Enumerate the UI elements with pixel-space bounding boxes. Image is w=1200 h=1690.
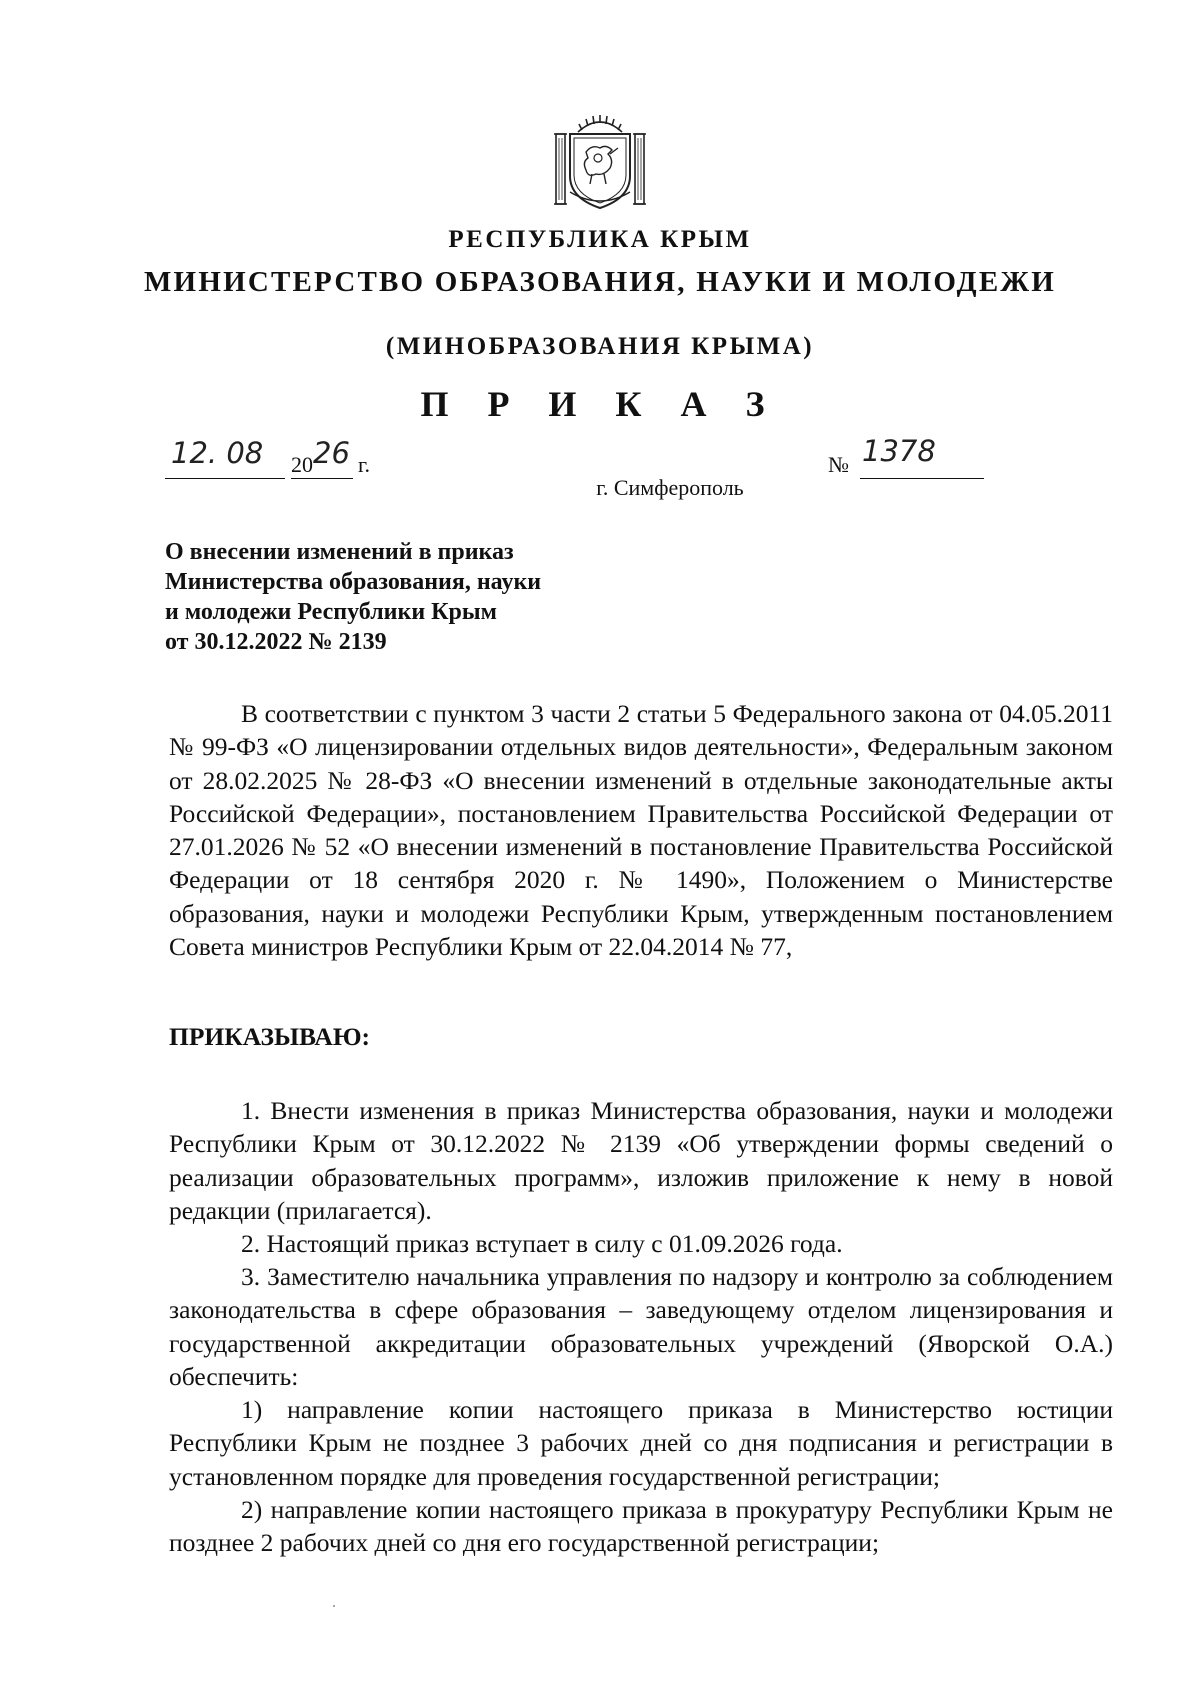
order-item-1: 1. Внести изменения в приказ Министерства образования, науки и молодежи Республики Крым от 30.12.2022 № 2139 «Об утверждении формы сведений о реализации образовательных программ», изложив приложение к нему в новой редакции (прилагается). — [169, 1096, 1113, 1225]
order-date — [165, 436, 425, 478]
ministry-short-name: (МИНОБРАЗОВАНИЯ КРЫМА) — [385, 333, 815, 360]
document-type-title: П Р И К А З — [420, 384, 780, 424]
subject-line: О внесении изменений в приказ — [165, 539, 514, 565]
subject-line: от 30.12.2022 № 2139 — [165, 629, 387, 655]
year-prefix: 20 — [291, 452, 313, 477]
order-item-2: 2. Настоящий приказ вступает в силу с 01.09.2026 года. — [241, 1229, 843, 1258]
year-suffix: г. — [358, 452, 371, 477]
preamble-paragraph: В соответствии с пунктом 3 части 2 статьи 5 Федерального закона от 04.05.2011 № 99-ФЗ «О лицензировании отдельных видов деятельности», Федеральным законом от 28.02.2025 № 28-ФЗ «О внесении изменений в отдельные законодательные акты Российской Федерации», постановлением Правительства Российской Федерации от 27.01.2026 № 52 «О внесении изменений в постановление Правительства Российской Федерации от 18 сентября 2020 г. № 1490», Положением о Министерстве образования, науки и молодежи Республики Крым, утвержденным постановлением Совета министров Республики Крым от 22.04.2014 № 77, — [169, 699, 1113, 962]
republic-heading: РЕСПУБЛИКА КРЫМ — [448, 226, 752, 253]
subject-line: и молодежи Республики Крым — [165, 599, 497, 625]
order-subject — [165, 537, 541, 657]
order-subitem-1: 1) направление копии настоящего приказа в Министерство юстиции Республики Крым не позднее 3 рабочих дней со дня подписания и регистрации в установленном порядке для проведения государственной регистрации; — [169, 1395, 1113, 1491]
subject-line: Министерства образования, науки — [165, 569, 542, 595]
number-sign: № — [828, 452, 849, 477]
order-directive-heading: ПРИКАЗЫВАЮ: — [169, 1022, 371, 1051]
ministry-heading: МИНИСТЕРСТВО ОБРАЗОВАНИЯ, НАУКИ И МОЛОДЕЖИ — [143, 266, 1057, 298]
city-name: г. Симферополь — [596, 475, 744, 500]
order-subitem-2: 2) направление копии настоящего приказа в прокуратуру Республики Крым не позднее 2 рабочих дней со дня его государственной регистрации; — [169, 1495, 1113, 1558]
handwritten-year: 26 — [313, 436, 350, 470]
order-number — [828, 434, 988, 478]
handwritten-date: 12. 08 — [171, 436, 264, 470]
coat-of-arms-emblem — [548, 110, 652, 214]
scan-speck — [333, 1605, 335, 1607]
handwritten-number: 1378 — [862, 434, 936, 468]
order-item-3: 3. Заместителю начальника управления по надзору и контролю за соблюдением законодательства в сфере образования – заведующему отделом лицензирования и государственной аккредитации образовательных учреждений (Яворской О.А.) обеспечить: — [169, 1262, 1113, 1391]
